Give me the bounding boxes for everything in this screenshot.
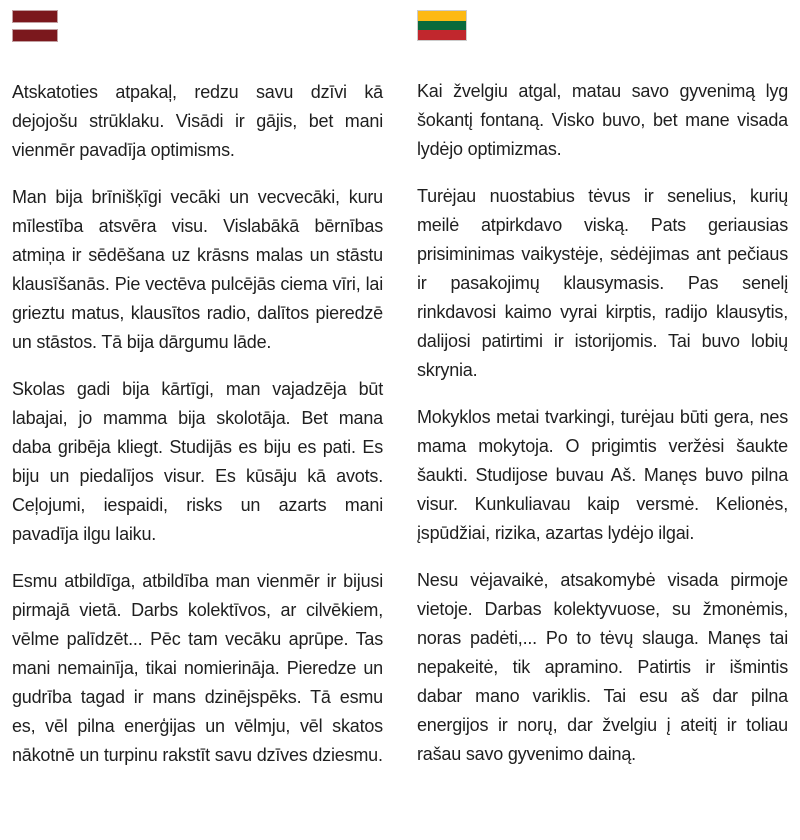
latvian-paragraph-4: Esmu atbildīga, atbildība man vienmēr ir bijusi pirmajā vietā. Darbs kolektīvos, ar cilvēkiem, vēlme palīdzēt... Pēc tam vecāku aprūpe. Tas mani nemainīja, tikai nomierināja. Pieredze un gudrība tagad ir mans dzinējspēks. Tā esmu es, vēl pilna enerģijas un vēlmju, vēl skatos nākotnē un turpinu rakstīt savu dzīves dziesmu. bbox=[12, 571, 383, 765]
lithuania-flag-red-stripe bbox=[418, 30, 466, 40]
lithuanian-paragraph-2: Turėjau nuostabius tėvus ir senelius, kurių meilė atpirkdavo viską. Pats geriausias prisiminimas vaikystėje, sėdėjimas ant pečiaus ir pasakojimų klausymasis. Pas senelį rinkdavosi kaimo vyrai kirptis, radijo klausytis, dalijosi patirtimi ir istorijomis. Tai buvo lobių skrynia. bbox=[417, 186, 788, 380]
latvian-paragraph-3: Skolas gadi bija kārtīgi, man vajadzēja būt labajai, jo mamma bija skolotāja. Bet mana daba gribēja kliegt. Studijās es biju es pati. Es biju un piedalījos visur. Es kūsāju kā avots. Ceļojumi, iespaidi, risks un azarts mani pavadīja ilgu laiku. bbox=[12, 379, 383, 544]
latvia-flag-top-stripe bbox=[12, 10, 58, 23]
lithuanian-paragraph-4: Nesu vėjavaikė, atsakomybė visada pirmoje vietoje. Darbas kolektyvuose, su žmonėmis, noras padėti,... Po to tėvų slauga. Manęs tai nepakeitė, tik apramino. Patirtis ir išmintis dabar mano variklis. Tai esu aš dar pilna energijos ir norų, dar žvelgiu į ateitį ir toliau rašau savo gyvenimo dainą. bbox=[417, 570, 788, 764]
lithuanian-paragraph-1: Kai žvelgiu atgal, matau savo gyvenimą lyg šokantį fontaną. Visko buvo, bet mane visada lydėjo optimizmas. bbox=[417, 81, 788, 159]
column-latvian bbox=[12, 10, 383, 830]
latvian-paragraph-1: Atskatoties atpakaļ, redzu savu dzīvi kā dejojošu strūklaku. Visādi ir gājis, bet mani vienmēr pavadīja optimisms. bbox=[12, 82, 383, 160]
column-lithuanian bbox=[417, 10, 788, 830]
lithuanian-paragraph-3: Mokyklos metai tvarkingi, turėjau būti gera, nes mama mokytoja. O prigimtis veržėsi šaukte šaukti. Studijose buvau Aš. Manęs buvo pilna visur. Kunkuliavau kaip versmė. Kelionės, įspūdžiai, rizika, azartas lydėjo ilgai. bbox=[417, 407, 788, 543]
latvia-flag-bottom-stripe bbox=[12, 29, 58, 42]
latvia-flag-icon bbox=[12, 10, 58, 42]
latvian-paragraph-2: Man bija brīnišķīgi vecāki un vecvecāki, kuru mīlestība atsvēra visu. Vislabākā bērnības atmiņa ir sēdēšana uz krāsns malas un stāstu klausīšanās. Pie vectēva pulcējās ciema vīri, lai grieztu matus, klausītos radio, dalītos pieredzē un stāstos. Tā bija dārgumu lāde. bbox=[12, 187, 383, 352]
lithuania-flag-yellow-stripe bbox=[418, 11, 466, 21]
lithuania-flag-icon bbox=[417, 10, 467, 41]
lithuania-flag-green-stripe bbox=[418, 21, 466, 31]
